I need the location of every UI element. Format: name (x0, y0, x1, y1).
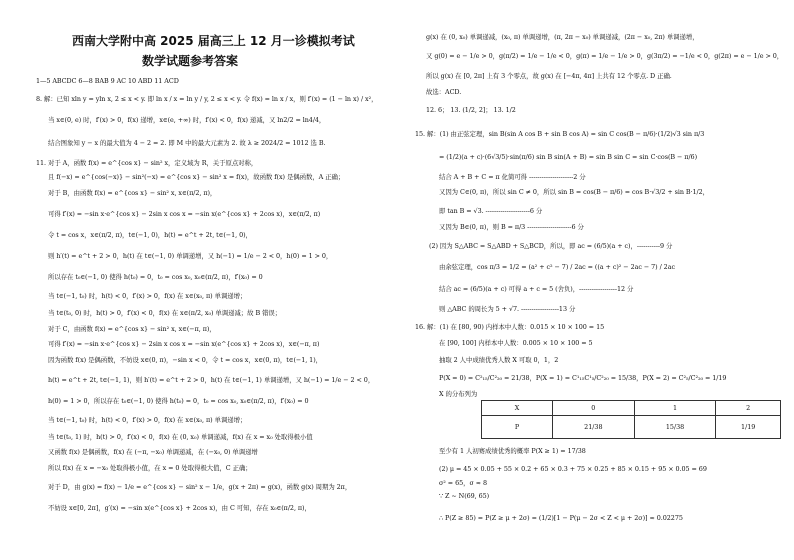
solution-line: 结合 ac = (6/5)(a + c) 可得 a + c = 5 (舍负)，------------------12 分 (439, 285, 634, 293)
table-cell: 15/38 (634, 416, 716, 439)
fill-in-answers: 12. 6； 13. (1/2, 2]； 13. 1/2 (426, 106, 516, 114)
solution-line: 不妨设 x∈[0, 2π]，g′(x) = −sin x(e^{cos x} + 2cos x)，由 C 可知，存在 x₀∈(π/2, π)， (48, 504, 311, 512)
solution-line: (2) μ = 45 × 0.05 + 55 × 0.2 + 65 × 0.3 + 75 × 0.25 + 85 × 0.15 + 95 × 0.05 = 69 (439, 465, 707, 473)
solution-line: 可得 f′(x) = −sin x·e^{cos x} − 2sin x cos x = −sin x(e^{cos x} + 2cos x)，x∈(π/2, π) (48, 210, 321, 218)
distribution-table (481, 400, 781, 439)
solution-line: (2) 因为 S△ABC = S△ABD + S△BCD，所以，即 ac = (6/5)(a + c)，-----------9 分 (429, 242, 673, 250)
table-cell: P (482, 416, 553, 439)
solution-line: 令 t = cos x，x∈(π/2, π)，t∈(−1, 0)，h(t) = e^t + 2t, t∈(−1, 0)， (48, 231, 252, 239)
solution-line: 结合图象知 y − x 的最大值为 4 − 2 = 2. 即 M 中的最大元素为 2. 故 λ ≥ 2024/2 = 1012 选 B. (48, 139, 326, 147)
solution-line: 抽取 2 人中成绩优秀人数 X 可取 0，1，2 (439, 356, 559, 364)
solution-line: 15. 解：(1) 由正弦定理，sin B(sin A cos B + sin B cos A) = sin C cos(B − π/6)·(1/2)√3 sin π/3 (415, 130, 705, 138)
table-cell: 1 (634, 401, 716, 416)
solution-line: h(0) = 1 > 0，所以存在 t₀∈(−1, 0) 使得 h(t₀) = 0，t₀ = cos x₀, x₀∈(π/2, π)，f′(x₀) = 0 (48, 397, 309, 405)
solution-line: σ² = 65，σ ≈ 8 (439, 479, 488, 487)
page-subtitle: 数学试题参考答案 (142, 54, 239, 68)
solution-line: 又函数 f(x) 是偶函数，f(x) 在 (−π, −x₀) 单调递减，在 (−x₀, 0) 单调递增 (48, 448, 258, 456)
solution-line: 当 t∈(t₀, 0) 时，h(t) > 0，f′(x) < 0，f(x) 在 x∈(π/2, x₀) 单调递减；故 B 错误； (48, 309, 282, 317)
solution-line: 因为函数 f(x) 是偶函数，不妨设 x∈(0, π)，−sin x < 0，令 t = cos x，x∈(0, π)，t∈(−1, 1)， (48, 356, 322, 364)
solution-line: g(x) 在 (0, x₀) 单调递减，(x₀, π) 单调递增，(π, 2π − x₀) 单调递减，(2π − x₀, 2π) 单调递增， (426, 33, 699, 41)
solution-line: X 的分布列为 (439, 390, 478, 398)
table-cell: 1/19 (716, 416, 781, 439)
solution-line: 8. 解：已知 xln y = yln x, 2 ≤ x < y. 即 ln x / x = ln y / y, 2 ≤ x < y. 令 f(x) = ln x / x，则 f′(x) = (1 − ln x) / x²， (36, 95, 378, 103)
solution-line: 所以存在 t₀∈(−1, 0) 使得 h(t₀) = 0，t₀ = cos x₀, x₀∈(π/2, π)，f′(x₀) = 0 (48, 273, 263, 281)
solution-line: 11. 对于 A，函数 f(x) = e^{cos x} − sin² x，定义域为 R，关于原点对称， (36, 159, 258, 167)
solution-line: 故选：ACD. (426, 88, 462, 96)
solution-line: 则 △ABC 的周长为 5 + √7. ------------------13 分 (439, 305, 576, 313)
solution-line: 在 [90, 100] 内样本中人数：0.005 × 10 × 100 = 5 (439, 339, 593, 347)
solution-line: 所以 f(x) 在 x = −x₀ 处取得极小值，在 x = 0 处取得极大值，C 正确； (48, 464, 252, 472)
solution-line: = (1/2)(a + c)·(6√3/5)·sin(π/6) sin B sin(A + B) = sin B sin C = sin C·cos(B − π/6) (439, 153, 698, 161)
solution-line: 16. 解：(1) 在 [80, 90) 内样本中人数：0.015 × 10 × 100 = 15 (415, 323, 605, 331)
solution-line: ∴ P(Z ≥ 85) = P(Z ≥ μ + 2σ) = (1/2)[1 − P(μ − 2σ < Z < μ + 2σ)] ≈ 0.02275 (439, 514, 683, 522)
table-cell: 2 (716, 401, 781, 416)
solution-line: 当 x∈(0, e) 时，f′(x) > 0，f(x) 递增，x∈(e, +∞) 时，f′(x) < 0，f(x) 递减，又 ln2/2 = ln4/4， (48, 116, 326, 124)
solution-line: 当 t∈(−1, t₀) 时，h(t) < 0，f′(x) > 0，f(x) 在 x∈(x₀, π) 单调递增； (48, 416, 247, 424)
solution-line: 对于 C，由函数 f(x) = e^{cos x} − sin² x, x∈(−π, π)， (48, 325, 216, 333)
solution-line: 对于 B，由函数 f(x) = e^{cos x} − sin² x, x∈(π/2, π)， (48, 189, 217, 197)
solution-line: 所以 g(x) 在 [0, 2π] 上有 3 个零点，故 g(x) 在 [−4π, 4π] 上共有 12 个零点. D 正确. (426, 72, 672, 80)
solution-line: 当 t∈(t₀, 1) 时，h(t) > 0，f′(x) < 0，f(x) 在 (0, x₀) 单调递减，f(x) 在 x = x₀ 处取得极小值 (48, 433, 313, 441)
solution-line: 对于 D，由 g(x) = f(x) − 1/e = e^{cos x} − sin² x − 1/e，g(x + 2π) = g(x)，函数 g(x) 周期为 2π， (48, 483, 352, 491)
table-cell: X (482, 401, 553, 416)
solution-line: 且 f(−x) = e^{cos(−x)} − sin²(−x) = e^{cos x} − sin² x = f(x)，故函数 f(x) 是偶函数，A 正确； (48, 173, 345, 181)
solution-line: 又因为 B∈(0, π)，则 B = π/3 ---------------------6 分 (439, 223, 584, 231)
solution-line: 即 tan B = √3. ---------------------6 分 (439, 207, 543, 215)
answer-key-line: 1—5 ABCDC 6—8 BAB 9 AC 10 ABD 11 ACD (36, 77, 179, 85)
solution-line: 又 g(0) = e − 1/e > 0，g(π/2) = 1/e − 1/e < 0，g(π) = 1/e − 1/e > 0，g(3π/2) = −1/e < 0，g(2π) = e − 1/e > 0， (426, 52, 784, 60)
solution-line: 则 h′(t) = e^t + 2 > 0，h(t) 在 t∈(−1, 0) 单调递增，又 h(−1) = 1/e − 2 < 0，h(0) = 1 > 0， (48, 252, 333, 260)
solution-line: 可得 f′(x) = −sin x·e^{cos x} − 2sin x cos x = −sin x(e^{cos x} + 2cos x)，x∈(−π, π) (48, 340, 320, 348)
solution-line: h(t) = e^t + 2t, t∈(−1, 1)，则 h′(t) = e^t + 2 > 0，h(t) 在 t∈(−1, 1) 单调递增，又 h(−1) = 1/e − 2 < 0， (48, 376, 375, 384)
solution-line: 当 t∈(−1, t₀) 时，h(t) < 0，f′(x) > 0，f(x) 在 x∈(x₀, π) 单调递增； (48, 292, 247, 300)
solution-line: P(X = 0) = C²₁₅/C²₂₀ = 21/38，P(X = 1) = C¹₁₅C¹₅/C²₂₀ = 15/38，P(X = 2) = C²₅/C²₂₀ = 1/19 (439, 374, 727, 382)
solution-line: 至少有 1 人初赛成绩优秀的概率 P(X ≥ 1) = 17/38 (439, 447, 586, 455)
table-row (482, 416, 781, 439)
solution-line: 结合 A + B + C = π 化简可得 ---------------------2 分 (439, 173, 586, 181)
solution-line: 又因为 C∈(0, π)，所以 sin C ≠ 0，所以 sin B = cos(B − π/6) = cos B·√3/2 + sin B·1/2， (439, 188, 709, 196)
page-title: 西南大学附中高 2025 届高三上 12 月一诊模拟考试 (72, 34, 355, 48)
table-cell: 0 (553, 401, 635, 416)
solution-line: ∵ Z ~ N(69, 65) (439, 492, 490, 500)
table-row (482, 401, 781, 416)
table-cell: 21/38 (553, 416, 635, 439)
solution-line: 由余弦定理，cos π/3 = 1/2 = (a² + c² − 7) / 2ac = ((a + c)² − 2ac − 7) / 2ac (439, 263, 675, 271)
